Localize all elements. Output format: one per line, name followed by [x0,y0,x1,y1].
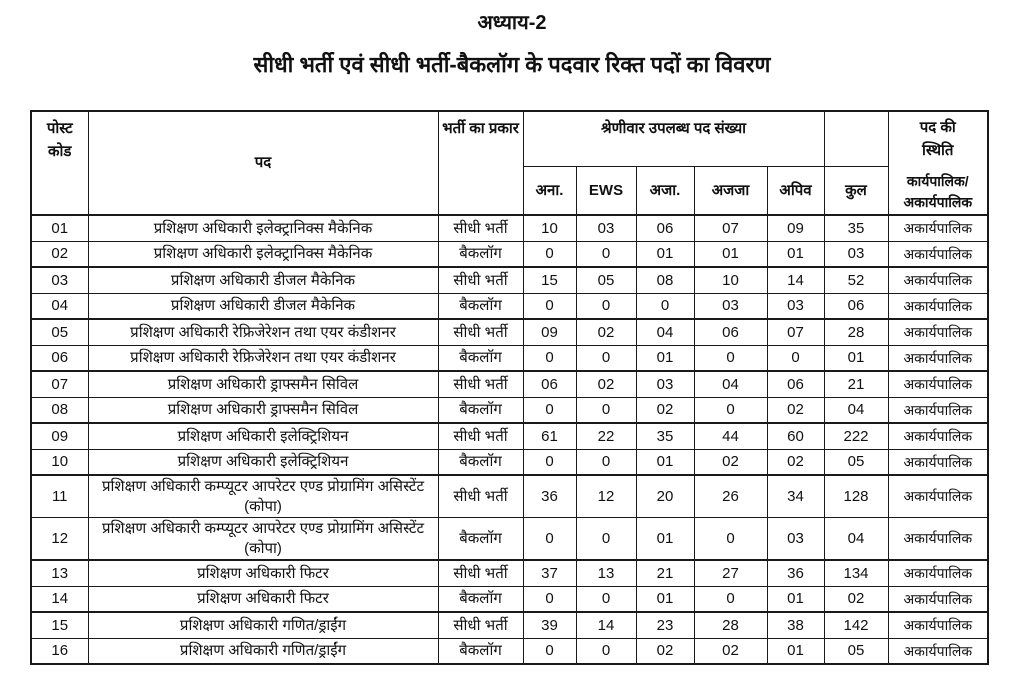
sc-count-cell: 0 [636,293,694,319]
post-code-cell: 03 [31,267,88,293]
ews-count-cell: 02 [576,319,636,345]
obc-count-cell: 01 [767,586,824,612]
recruitment-type-cell: सीधी भर्ती [438,215,523,241]
obc-count-cell: 60 [767,423,824,449]
total-count-cell: 04 [824,397,888,423]
recruitment-type-cell: सीधी भर्ती [438,560,523,586]
ur-count-cell: 0 [523,518,576,561]
post-code-cell: 16 [31,638,88,664]
ur-count-cell: 0 [523,241,576,267]
st-count-cell: 0 [694,345,767,371]
obc-count-cell: 0 [767,345,824,371]
ur-count-cell: 0 [523,638,576,664]
obc-count-cell: 14 [767,267,824,293]
st-count-cell: 27 [694,560,767,586]
header-total-spacer [824,111,888,166]
post-status-subtitle-line2: अकार्यपालिक [903,194,973,210]
post-name-cell: प्रशिक्षण अधिकारी डीजल मैकेनिक [88,293,438,319]
st-count-cell: 07 [694,215,767,241]
st-count-cell: 10 [694,267,767,293]
ur-count-cell: 0 [523,293,576,319]
total-count-cell: 03 [824,241,888,267]
sc-count-cell: 01 [636,241,694,267]
recruitment-type-cell: बैकलॉग [438,518,523,561]
table-row [31,638,988,664]
ur-count-cell: 09 [523,319,576,345]
header-row-1 [31,111,988,166]
recruitment-type-cell: सीधी भर्ती [438,612,523,638]
obc-count-cell: 34 [767,475,824,518]
table-row [31,560,988,586]
post-status-cell: अकार्यपालिक [888,397,988,423]
st-count-cell: 26 [694,475,767,518]
obc-count-cell: 36 [767,560,824,586]
recruitment-type-cell: सीधी भर्ती [438,267,523,293]
recruitment-type-cell: सीधी भर्ती [438,319,523,345]
post-status-cell: अकार्यपालिक [888,345,988,371]
total-count-cell: 01 [824,345,888,371]
header-cat-ews: EWS [576,166,636,215]
ews-count-cell: 14 [576,612,636,638]
sc-count-cell: 02 [636,638,694,664]
post-name-cell: प्रशिक्षण अधिकारी इलेक्ट्रिशियन [88,449,438,475]
post-code-cell: 10 [31,449,88,475]
total-count-cell: 35 [824,215,888,241]
post-code-cell: 11 [31,475,88,518]
total-count-cell: 04 [824,518,888,561]
obc-count-cell: 02 [767,397,824,423]
recruitment-type-cell: बैकलॉग [438,293,523,319]
post-code-cell: 14 [31,586,88,612]
st-count-cell: 44 [694,423,767,449]
obc-count-cell: 01 [767,241,824,267]
obc-count-cell: 01 [767,638,824,664]
ur-count-cell: 0 [523,345,576,371]
ews-count-cell: 22 [576,423,636,449]
ur-count-cell: 0 [523,397,576,423]
sc-count-cell: 01 [636,345,694,371]
sc-count-cell: 01 [636,586,694,612]
post-code-cell: 08 [31,397,88,423]
total-count-cell: 52 [824,267,888,293]
sc-count-cell: 20 [636,475,694,518]
table-row [31,397,988,423]
ur-count-cell: 10 [523,215,576,241]
obc-count-cell: 38 [767,612,824,638]
table-row [31,475,988,518]
st-count-cell: 03 [694,293,767,319]
total-count-cell: 222 [824,423,888,449]
post-name-cell: प्रशिक्षण अधिकारी इलेक्ट्रिशियन [88,423,438,449]
post-name-cell: प्रशिक्षण अधिकारी इलेक्ट्रानिक्स मैकेनिक [88,241,438,267]
sc-count-cell: 23 [636,612,694,638]
total-count-cell: 142 [824,612,888,638]
ews-count-cell: 0 [576,241,636,267]
recruitment-type-cell: सीधी भर्ती [438,423,523,449]
post-status-cell: अकार्यपालिक [888,267,988,293]
post-status-cell: अकार्यपालिक [888,586,988,612]
table-row [31,423,988,449]
post-name-cell: प्रशिक्षण अधिकारी ड्राफ्समैन सिविल [88,371,438,397]
total-count-cell: 02 [824,586,888,612]
post-status-subtitle [892,171,985,213]
total-count-cell: 134 [824,560,888,586]
post-status-cell: अकार्यपालिक [888,423,988,449]
ews-count-cell: 12 [576,475,636,518]
post-name-cell: प्रशिक्षण अधिकारी ड्राफ्समैन सिविल [88,397,438,423]
ews-count-cell: 05 [576,267,636,293]
post-code-cell: 05 [31,319,88,345]
post-code-cell: 06 [31,345,88,371]
header-cat-obc: अपिव [767,166,824,215]
post-code-cell: 07 [31,371,88,397]
ews-count-cell: 13 [576,560,636,586]
post-code-cell: 15 [31,612,88,638]
sc-count-cell: 21 [636,560,694,586]
table-row [31,293,988,319]
ur-count-cell: 39 [523,612,576,638]
ews-count-cell: 0 [576,397,636,423]
post-name-cell: प्रशिक्षण अधिकारी रेफ्रिजेरेशन तथा एयर कंडीशनर [88,345,438,371]
st-count-cell: 0 [694,586,767,612]
ur-count-cell: 36 [523,475,576,518]
table-row [31,518,988,561]
post-name-cell: प्रशिक्षण अधिकारी गणित/ड्राईंग [88,612,438,638]
ur-count-cell: 15 [523,267,576,293]
st-count-cell: 04 [694,371,767,397]
recruitment-type-cell: बैकलॉग [438,449,523,475]
obc-count-cell: 09 [767,215,824,241]
total-count-cell: 28 [824,319,888,345]
recruitment-type-cell: बैकलॉग [438,586,523,612]
post-name-cell: प्रशिक्षण अधिकारी फिटर [88,560,438,586]
obc-count-cell: 03 [767,293,824,319]
header-cat-st: अजजा [694,166,767,215]
post-name-cell: प्रशिक्षण अधिकारी कम्प्यूटर आपरेटर एण्ड प्रोग्रामिंग असिस्टेंट (कोपा) [88,518,438,561]
ews-count-cell: 0 [576,345,636,371]
ur-count-cell: 61 [523,423,576,449]
post-status-cell: अकार्यपालिक [888,241,988,267]
ur-count-cell: 0 [523,449,576,475]
ur-count-cell: 06 [523,371,576,397]
post-name-cell: प्रशिक्षण अधिकारी डीजल मैकेनिक [88,267,438,293]
st-count-cell: 0 [694,518,767,561]
st-count-cell: 02 [694,638,767,664]
ews-count-cell: 02 [576,371,636,397]
post-name-cell: प्रशिक्षण अधिकारी कम्प्यूटर आपरेटर एण्ड प्रोग्रामिंग असिस्टेंट (कोपा) [88,475,438,518]
post-code-cell: 13 [31,560,88,586]
chapter-title: अध्याय-2 [477,12,547,34]
table-row [31,449,988,475]
ews-count-cell: 0 [576,518,636,561]
st-count-cell: 28 [694,612,767,638]
post-status-title: पद की स्थिति [919,119,956,159]
post-name-cell: प्रशिक्षण अधिकारी इलेक्ट्रानिक्स मैकेनिक [88,215,438,241]
table-row [31,241,988,267]
recruitment-type-cell: सीधी भर्ती [438,371,523,397]
post-code-cell: 04 [31,293,88,319]
post-code-cell: 01 [31,215,88,241]
total-count-cell: 128 [824,475,888,518]
post-code-cell: 02 [31,241,88,267]
st-count-cell: 06 [694,319,767,345]
total-count-cell: 05 [824,638,888,664]
table-row [31,215,988,241]
header-post: पद [88,111,438,215]
post-name-cell: प्रशिक्षण अधिकारी फिटर [88,586,438,612]
obc-count-cell: 02 [767,449,824,475]
ur-count-cell: 0 [523,586,576,612]
post-status-cell: अकार्यपालिक [888,371,988,397]
ews-count-cell: 0 [576,449,636,475]
recruitment-type-cell: बैकलॉग [438,397,523,423]
ur-count-cell: 37 [523,560,576,586]
post-status-cell: अकार्यपालिक [888,449,988,475]
table-row [31,267,988,293]
st-count-cell: 0 [694,397,767,423]
obc-count-cell: 06 [767,371,824,397]
sc-count-cell: 01 [636,449,694,475]
sc-count-cell: 01 [636,518,694,561]
obc-count-cell: 07 [767,319,824,345]
sc-count-cell: 02 [636,397,694,423]
st-count-cell: 02 [694,449,767,475]
sc-count-cell: 06 [636,215,694,241]
header-post-status [888,111,988,215]
post-status-cell: अकार्यपालिक [888,560,988,586]
header-total: कुल [824,166,888,215]
total-count-cell: 21 [824,371,888,397]
ews-count-cell: 0 [576,638,636,664]
post-status-cell: अकार्यपालिक [888,319,988,345]
post-code-cell: 12 [31,518,88,561]
table-row [31,319,988,345]
recruitment-type-cell: बैकलॉग [438,241,523,267]
sc-count-cell: 04 [636,319,694,345]
post-code-cell: 09 [31,423,88,449]
sc-count-cell: 08 [636,267,694,293]
recruitment-type-cell: बैकलॉग [438,638,523,664]
sc-count-cell: 03 [636,371,694,397]
post-status-cell: अकार्यपालिक [888,518,988,561]
header-category-group: श्रेणीवार उपलब्ध पद संख्या [523,111,824,166]
obc-count-cell: 03 [767,518,824,561]
post-name-cell: प्रशिक्षण अधिकारी गणित/ड्राईंग [88,638,438,664]
header-cat-ur: अना. [523,166,576,215]
header-post-code: पोस्ट कोड [31,111,88,215]
ews-count-cell: 0 [576,586,636,612]
titles-block [0,0,1024,79]
total-count-cell: 06 [824,293,888,319]
table-row [31,612,988,638]
table-header [31,111,988,215]
page-title: सीधी भर्ती एवं सीधी भर्ती-बैकलॉग के पदवार रिक्त पदों का विवरण [253,52,771,77]
post-status-cell: अकार्यपालिक [888,293,988,319]
table-row [31,371,988,397]
ews-count-cell: 03 [576,215,636,241]
post-status-cell: अकार्यपालिक [888,612,988,638]
table-row [31,586,988,612]
vacancy-table [30,110,989,665]
recruitment-type-cell: बैकलॉग [438,345,523,371]
st-count-cell: 01 [694,241,767,267]
post-status-subtitle-line1: कार्यपालिक/ [906,173,969,189]
post-status-cell: अकार्यपालिक [888,475,988,518]
post-status-cell: अकार्यपालिक [888,638,988,664]
sc-count-cell: 35 [636,423,694,449]
recruitment-type-cell: सीधी भर्ती [438,475,523,518]
header-recruitment-type: भर्ती का प्रकार [438,111,523,215]
post-status-cell: अकार्यपालिक [888,215,988,241]
header-cat-sc: अजा. [636,166,694,215]
table-body [31,215,988,664]
table-row [31,345,988,371]
post-name-cell: प्रशिक्षण अधिकारी रेफ्रिजेरेशन तथा एयर कंडीशनर [88,319,438,345]
total-count-cell: 05 [824,449,888,475]
ews-count-cell: 0 [576,293,636,319]
